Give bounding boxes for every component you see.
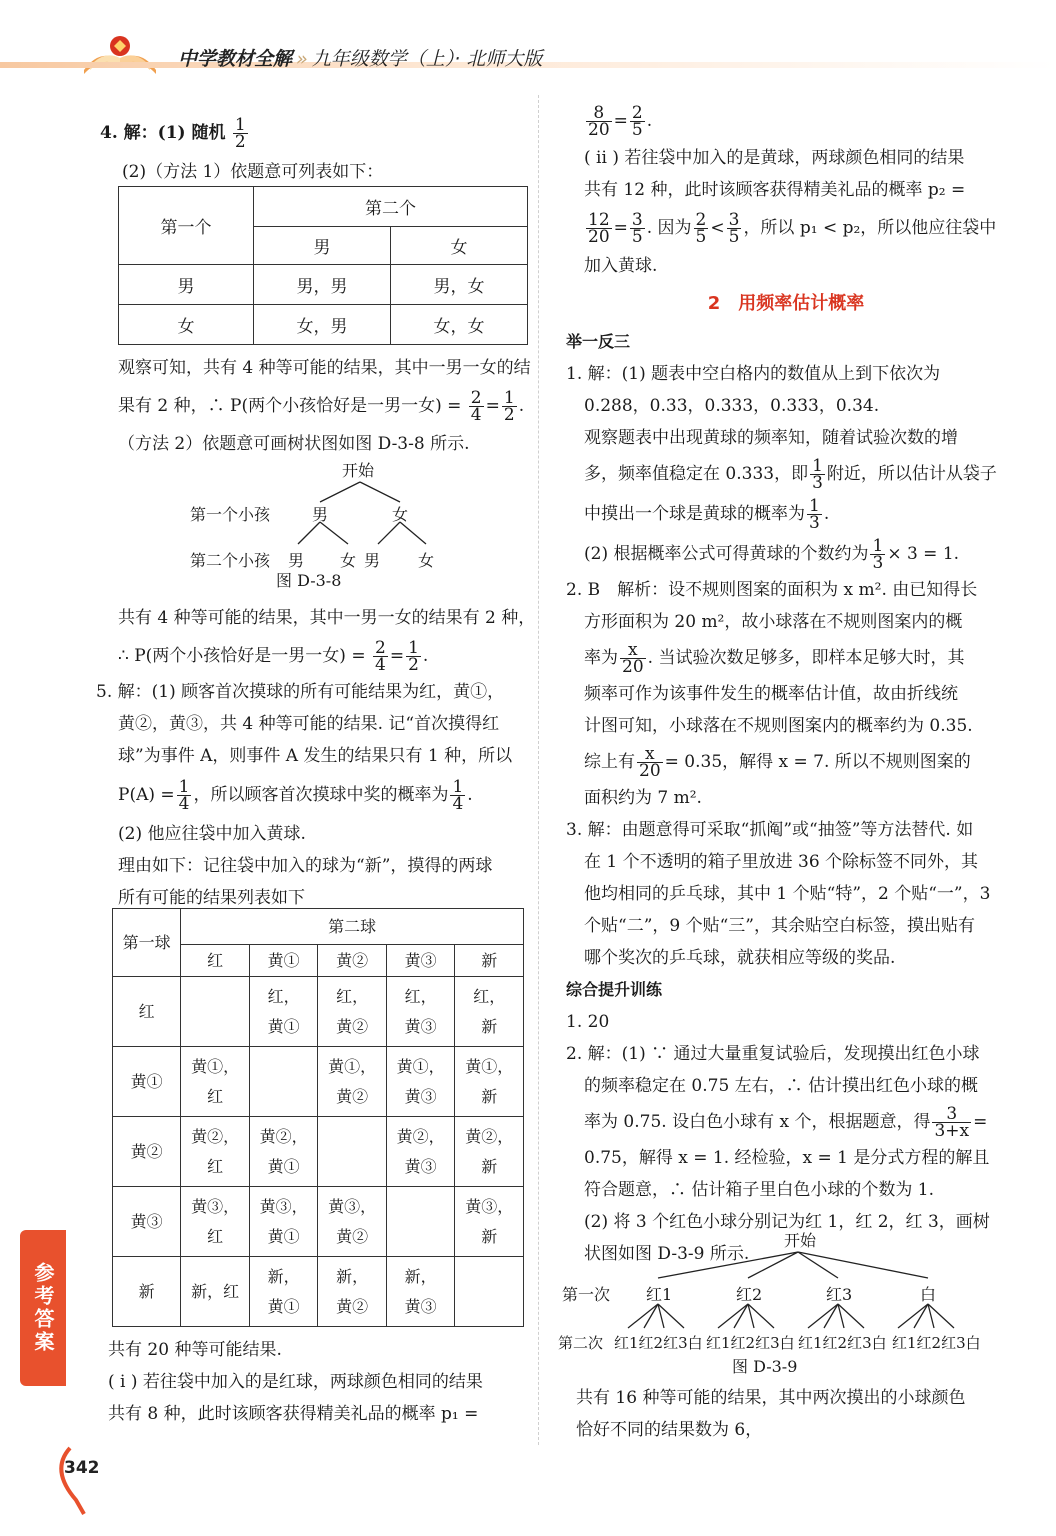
s1-l6b: × 3 = 1. <box>887 544 960 564</box>
q4-obs-line2: 果有 2 种，∴ P(两个小孩恰好是一男一女) = $\frac{2}{4}$ = $\frac{1}{2}$ . <box>118 388 525 425</box>
frac-num: 1 <box>234 115 246 135</box>
s3-line1: 3. 解：由题意得可采取“抓阄”或“抽签”等方法替代. 如 <box>566 820 974 840</box>
frac-den: 20 <box>588 227 610 247</box>
table2-cell-line: 黄① <box>267 1296 300 1316</box>
tree2-caption: 图 D-3-9 <box>732 1357 798 1376</box>
table2-row-header: 第一球 <box>113 909 181 977</box>
table1-cell: 女，男 <box>254 305 391 345</box>
table2-cell-line: 黄① <box>267 1156 300 1176</box>
table2-cell <box>455 1257 524 1327</box>
table2-cell-line: 新， <box>336 1266 369 1286</box>
table2-cell-line: 红， <box>267 986 300 1006</box>
s2-line7: 面积约为 7 m². <box>584 788 702 808</box>
book-logo-icon <box>80 30 160 78</box>
q5-line4: P(A) = $\frac{1}{4}$ ，所以顾客首次摸球中奖的概率为 $\frac{1}{4}$ . <box>118 777 473 814</box>
frac-den: 5 <box>695 227 707 247</box>
table2-cell-line: 红， <box>404 986 437 1006</box>
tree1-leaf: 女 <box>418 551 435 570</box>
s1-l4b: 附近，所以估计从袋子 <box>826 464 997 484</box>
table2-col: 黄② <box>318 945 387 977</box>
table2-cell-line: 黄②， <box>191 1126 240 1146</box>
tree1-node: 男 <box>312 505 329 524</box>
table2-cell <box>181 1047 250 1117</box>
table2-cell-line: 红 <box>207 1086 224 1106</box>
s1-line3: 观察题表中出现黄球的频率知，随着试验次数的增 <box>584 428 958 448</box>
table2-cell <box>249 977 318 1047</box>
frac-den: 3+x <box>934 1121 970 1141</box>
t2-l3b: = <box>973 1112 988 1132</box>
fraction-x-20 <box>637 746 663 779</box>
table2-col-header: 第二球 <box>181 909 524 945</box>
table2-cell <box>386 1117 455 1187</box>
r-line5: 加入黄球. <box>584 256 658 276</box>
ball-table <box>112 908 524 1327</box>
t2-line1: 2. 解：(1) ∵ 通过大量重复试验后，发现摸出红色小球 <box>566 1044 980 1064</box>
table2-cell <box>455 977 524 1047</box>
table2-cell <box>318 1047 387 1117</box>
q4-sum-line1: 共有 4 种等可能的结果，其中一男一女的结果有 2 种， <box>118 608 536 628</box>
tree2-leaves: 红1红2红3白 <box>706 1334 795 1352</box>
page-header <box>0 0 1056 95</box>
table2-cell-line: 黄② <box>336 1086 369 1106</box>
frac-den: 20 <box>639 761 661 781</box>
table1-col-header: 第二个 <box>254 187 528 227</box>
q5-line9: ( i ) 若往袋中加入的是红球，两球颜色相同的结果 <box>108 1372 483 1392</box>
q4-sum2-text: ∴ P(两个小孩恰好是一男一女) = <box>118 646 366 666</box>
table2-cell <box>386 977 455 1047</box>
answer-key-tab: 参考答案 <box>20 1230 66 1386</box>
table2-cell-line: 黄③， <box>465 1196 514 1216</box>
table2-row-label: 黄③ <box>113 1187 181 1257</box>
tree2-node: 红3 <box>826 1285 853 1304</box>
table2-cell-line: 新， <box>267 1266 300 1286</box>
frac-num: x <box>620 642 646 659</box>
table2-row <box>113 1047 524 1117</box>
frac-den: 5 <box>728 227 740 247</box>
r-line4: $\frac{12}{20}$ = $\frac{3}{5}$ . 因为 $\frac{2}{5}$ < $\frac{3}{5}$ ，所以 p₁ < p₂，所以他应往袋中 <box>588 210 997 247</box>
q5-conclusion <box>108 1334 538 1430</box>
s2-line1: 2. B 解析：设不规则图案的面积为 x m². 由已知得长 <box>566 580 978 600</box>
fraction-2-4 <box>469 390 484 423</box>
q5-l4b: ，所以顾客首次摸球中奖的概率为 <box>193 785 449 805</box>
section-title: 2 用频率估计概率 <box>707 293 865 314</box>
table1-cell: 女，女 <box>391 305 528 345</box>
tree2-node: 白 <box>920 1285 937 1304</box>
table2-cell-line: 黄③， <box>191 1196 240 1216</box>
tree-diagram-d-3-8 <box>180 458 480 592</box>
s3-line3: 他均相同的乒乓球，其中 1 个贴“特”，2 个贴“一”，3 <box>584 884 991 904</box>
t2-line7: 状图如图 D-3-9 所示. <box>584 1244 750 1264</box>
frac-num: 1 <box>812 456 823 476</box>
fraction-1-2 <box>502 390 517 423</box>
tree1-root: 开始 <box>342 461 375 480</box>
table2-cell-line: 新，红 <box>191 1281 240 1301</box>
fraction-1-3 <box>807 498 822 531</box>
table2-row <box>113 1187 524 1257</box>
q4-heading <box>100 110 530 156</box>
s2-line2: 方形面积为 20 m²，故小球落在不规则图案内的概 <box>584 612 963 632</box>
r4-text-b: ，所以 p₁ < p₂，所以他应往袋中 <box>743 218 997 238</box>
t2-l3a: 率为 0.75. 设白色小球有 x 个，根据题意，得 <box>584 1112 931 1132</box>
q4-observation <box>118 352 538 460</box>
s1-line5: 中摸出一个球是黄球的概率为 $\frac{1}{3}$ . <box>584 496 830 533</box>
s2-line3 <box>566 638 1006 678</box>
frac-den: 4 <box>178 794 190 814</box>
frac-den: 3 <box>809 513 820 533</box>
table2-cell-line: 红 <box>207 1226 224 1246</box>
fraction-3-5 <box>727 212 742 245</box>
table2-cell-line: 黄③ <box>404 1016 437 1036</box>
gender-table <box>118 186 528 345</box>
table2-cell-line: 黄②， <box>396 1126 445 1146</box>
q4-fraction <box>233 117 248 150</box>
table2-cell-line: 黄② <box>336 1226 369 1246</box>
table2-cell <box>386 1257 455 1327</box>
tree2-leaves: 红1红2红3白 <box>614 1334 703 1352</box>
table2-cell <box>181 1187 250 1257</box>
t2-line9: 恰好不同的结果数为 6， <box>576 1420 763 1440</box>
fraction-1-3 <box>870 538 885 571</box>
table2-cell <box>249 1187 318 1257</box>
header-subtitle: 九年级数学（上）· 北师大版 <box>311 48 543 70</box>
frac-den: 2 <box>408 655 419 675</box>
s1-line4 <box>566 454 1006 494</box>
s1-l5: 中摸出一个球是黄球的概率为 <box>584 504 805 524</box>
t2-line6: (2) 将 3 个红色小球分别记为红 1，红 2，红 3，画树 <box>584 1212 990 1232</box>
q4-head-text: 4. 解：(1) 随机 <box>100 123 226 143</box>
tree1-leaf: 男 <box>288 551 305 570</box>
frac-num: 3 <box>728 210 740 230</box>
table2-row <box>113 977 524 1047</box>
page-number: 342 <box>64 1458 100 1478</box>
fraction-x-20 <box>620 642 646 675</box>
s2-line4: 频率可作为该事件发生的概率估计值，故由折线统 <box>584 684 958 704</box>
frac-num: 1 <box>452 777 464 797</box>
s3-line5: 哪个奖次的乒乓球，就获相应等级的奖品. <box>584 948 896 968</box>
s2-l6a: 综上有 <box>584 752 635 772</box>
tree2-level1-label: 第一次 <box>562 1285 611 1304</box>
table1-row-label: 男 <box>119 265 254 305</box>
r-line1: $\frac{8}{20}$ = $\frac{2}{5}$ . <box>588 103 653 140</box>
s2-l3b: . 当试验次数足够多，即样本足够大时，其 <box>647 648 965 668</box>
t2-line2: 的频率稳定在 0.75 左右，∴ 估计摸出红色小球的概 <box>584 1076 979 1096</box>
table1-row-header: 第一个 <box>119 187 254 265</box>
table2-cell-line: 黄③ <box>404 1086 437 1106</box>
header-brand: 中学教材全解 <box>178 48 293 70</box>
column-divider <box>538 95 539 1445</box>
table2-cell-line: 新 <box>481 1016 498 1036</box>
table2-row <box>113 1257 524 1327</box>
frac-den: 2 <box>234 132 246 152</box>
table2-cell-line: 黄② <box>336 1016 369 1036</box>
q5-line5: (2) 他应往袋中加入黄球. <box>118 824 306 844</box>
frac-num: 12 <box>588 210 610 230</box>
table2-cell-line: 黄①， <box>191 1056 240 1076</box>
frac-num: 1 <box>178 777 190 797</box>
table2-cell <box>386 1187 455 1257</box>
q5-pa: P(A) = <box>118 785 175 805</box>
t2-line8: 共有 16 种等可能的结果，其中两次摸出的小球颜色 <box>576 1388 966 1408</box>
table2-cell <box>318 1257 387 1327</box>
table2-cell-line: 黄②， <box>465 1126 514 1146</box>
table2-cell-line: 红， <box>336 986 369 1006</box>
frac-den: 20 <box>622 657 644 677</box>
tree2-root: 开始 <box>784 1231 817 1250</box>
tree1-level2-label: 第二个小孩 <box>190 551 271 570</box>
fraction-2-5 <box>630 105 645 138</box>
table2-cell-line: 黄③ <box>404 1156 437 1176</box>
table2-cell <box>455 1187 524 1257</box>
table1-col-1: 女 <box>391 227 528 265</box>
table2-cell-line: 黄① <box>267 1226 300 1246</box>
frac-den: 4 <box>470 405 482 425</box>
r-line2: ( ii ) 若往袋中加入的是黄球，两球颜色相同的结果 <box>584 148 965 168</box>
page-corner-ornament-icon <box>40 1440 120 1520</box>
fraction-1-4 <box>177 779 192 812</box>
t2-conclusion <box>576 1382 1016 1446</box>
s1-line6 <box>566 534 1006 574</box>
fraction-3-5 <box>630 212 645 245</box>
q5-block <box>96 676 536 914</box>
table2-cell-line: 黄② <box>336 1296 369 1316</box>
table2-cell <box>455 1047 524 1117</box>
q5-line2: 黄②，黄③，共 4 种等可能的结果. 记“首次摸得红 <box>118 714 500 734</box>
q5-line7: 所有可能的结果列表如下 <box>118 888 305 908</box>
tree1-node: 女 <box>392 505 409 524</box>
table2-cell-line: 黄①， <box>396 1056 445 1076</box>
frac-num: 2 <box>631 103 643 123</box>
table2-cell-line: 新， <box>404 1266 437 1286</box>
table2-cell <box>249 1047 318 1117</box>
q4-obs2-text: 果有 2 种，∴ P(两个小孩恰好是一男一女) = <box>118 396 462 416</box>
frac-den: 5 <box>631 227 643 247</box>
subheading-advanced: 综合提升训练 <box>566 980 663 999</box>
table2-cell <box>318 1117 387 1187</box>
tree2-node: 红1 <box>646 1285 673 1304</box>
frac-den: 4 <box>374 655 386 675</box>
q5-line10: 共有 8 种，此时该顾客获得精美礼品的概率 p₁ = <box>108 1404 479 1424</box>
q5-line8: 共有 20 种等可能结果. <box>108 1340 282 1360</box>
table2-cell-line: 黄②， <box>259 1126 308 1146</box>
fraction-2-5 <box>694 212 709 245</box>
fraction-8-20 <box>586 105 612 138</box>
s1-line2: 0.288，0.33，0.333，0.333，0.34. <box>584 396 880 416</box>
t2-line3 <box>566 1102 1006 1142</box>
tree2-leaves: 红1红2红3白 <box>892 1334 981 1352</box>
tree2-level2-label: 第二次 <box>558 1334 604 1352</box>
frac-num: 3 <box>932 1106 971 1123</box>
s1-l4a: 多，频率值稳定在 0.333，即 <box>584 464 809 484</box>
t2-line5: 符合题意，∴ 估计箱子里白色小球的个数为 1. <box>584 1180 935 1200</box>
table2-col: 黄① <box>249 945 318 977</box>
table2-cell <box>455 1117 524 1187</box>
table2-cell <box>318 977 387 1047</box>
table2-cell-line: 红 <box>207 1156 224 1176</box>
s2-line6 <box>566 742 1006 782</box>
tree1-leaf: 女 <box>340 551 357 570</box>
table2-cell-line: 黄③， <box>328 1196 377 1216</box>
t1-line: 1. 20 <box>566 1012 610 1032</box>
s2-line5: 计图可知，小球落在不规则图案内的概率约为 0.35. <box>584 716 973 736</box>
frac-num: 2 <box>470 388 482 408</box>
fraction-1-4 <box>450 779 465 812</box>
fraction-2-4 <box>373 640 388 673</box>
tree1-caption: 图 D-3-8 <box>276 571 342 590</box>
right-column <box>566 100 1006 1270</box>
table2-cell <box>249 1117 318 1187</box>
tree2-leaves: 红1红2红3白 <box>798 1334 887 1352</box>
q4-method1: (2)（方法 1）依题意可列表如下： <box>122 162 384 182</box>
table2-cell-line: 新 <box>481 1156 498 1176</box>
frac-num: 8 <box>586 105 612 122</box>
q5-line6: 理由如下：记往袋中加入的球为“新”，摸得的两球 <box>118 856 493 876</box>
fraction-12-20 <box>586 212 612 245</box>
table2-col: 红 <box>181 945 250 977</box>
q5-line1: 5. 解：(1) 顾客首次摸球的所有可能结果为红，黄①， <box>96 682 505 702</box>
table2-cell-line: 黄③ <box>404 1296 437 1316</box>
table2-cell <box>386 1047 455 1117</box>
q4-sum-line2: ∴ P(两个小孩恰好是一男一女) = $\frac{2}{4}$ = $\frac{1}{2}$ . <box>118 638 429 675</box>
table1-cell: 男，男 <box>254 265 391 305</box>
t2-line4: 0.75，解得 x = 1. 经检验，x = 1 是分式方程的解且 <box>584 1148 990 1168</box>
tree-diagram-d-3-9 <box>558 1230 998 1380</box>
frac-num: 1 <box>809 496 820 516</box>
tree2-node: 红2 <box>736 1285 763 1304</box>
table2-cell-line: 红， <box>473 986 506 1006</box>
s2-l3a: 率为 <box>584 648 618 668</box>
table2-cell-line: 新 <box>481 1226 498 1246</box>
r4-text-a: . 因为 <box>646 218 692 238</box>
subheading-practice: 举一反三 <box>566 332 631 351</box>
s1-l6a: (2) 根据概率公式可得黄球的个数约为 <box>584 544 869 564</box>
header-separator: » <box>296 48 308 70</box>
table2-col: 黄③ <box>386 945 455 977</box>
table1-col-0: 男 <box>254 227 391 265</box>
q5-line3: 球”为事件 A，则事件 A 发生的结果只有 1 种，所以 <box>118 746 513 766</box>
q4-method2: （方法 2）依题意可画树状图如图 D-3-8 所示. <box>118 434 470 454</box>
frac-num: 3 <box>631 210 643 230</box>
table2-cell-line: 黄① <box>267 1016 300 1036</box>
q4-obs-line1: 观察可知，共有 4 种等可能的结果，其中一男一女的结 <box>118 358 531 378</box>
table1-row-label: 女 <box>119 305 254 345</box>
fraction-1-2 <box>406 640 421 673</box>
fraction-1-3 <box>810 458 825 491</box>
table2-row <box>113 1117 524 1187</box>
table2-cell <box>181 1117 250 1187</box>
table2-cell-line: 黄①， <box>465 1056 514 1076</box>
table2-row-label: 黄① <box>113 1047 181 1117</box>
frac-num: 2 <box>374 638 386 658</box>
table2-cell-line: 黄①， <box>328 1056 377 1076</box>
frac-den: 3 <box>872 553 884 573</box>
frac-num: 1 <box>408 638 419 658</box>
frac-den: 3 <box>812 473 823 493</box>
frac-den: 4 <box>452 794 464 814</box>
table2-cell <box>318 1187 387 1257</box>
table2-cell <box>181 977 250 1047</box>
frac-num: x <box>637 746 663 763</box>
tree1-level1-label: 第一个小孩 <box>190 505 271 524</box>
s2-l6b: = 0.35，解得 x = 7. 所以不规则图案的 <box>664 752 971 772</box>
fraction-3-3x <box>932 1106 971 1139</box>
frac-num: 1 <box>503 388 515 408</box>
tree1-leaf: 男 <box>364 551 381 570</box>
table1-cell: 男，女 <box>391 265 528 305</box>
frac-den: 20 <box>588 120 610 140</box>
q4-summary <box>118 602 538 678</box>
r-line3: 共有 12 种，此时该顾客获得精美礼品的概率 p₂ = <box>584 180 966 200</box>
table2-cell-line: 黄③， <box>259 1196 308 1216</box>
table2-col: 新 <box>455 945 524 977</box>
table2-cell-line: 新 <box>481 1086 498 1106</box>
table2-row-label: 新 <box>113 1257 181 1327</box>
left-column <box>100 110 530 188</box>
frac-den: 2 <box>503 405 515 425</box>
table2-row-label: 黄② <box>113 1117 181 1187</box>
s3-line2: 在 1 个不透明的箱子里放进 36 个除标签不同外，其 <box>584 852 979 872</box>
table2-cell <box>249 1257 318 1327</box>
s1-line1: 1. 解：(1) 题表中空白格内的数值从上到下依次为 <box>566 364 941 384</box>
table2-cell <box>181 1257 250 1327</box>
s3-line4: 个贴“二”，9 个贴“三”，其余贴空白标签，摸出贴有 <box>584 916 975 936</box>
frac-den: 5 <box>631 120 643 140</box>
table2-row-label: 红 <box>113 977 181 1047</box>
header-title <box>178 44 542 71</box>
frac-num: 2 <box>695 210 707 230</box>
frac-num: 1 <box>872 536 884 556</box>
